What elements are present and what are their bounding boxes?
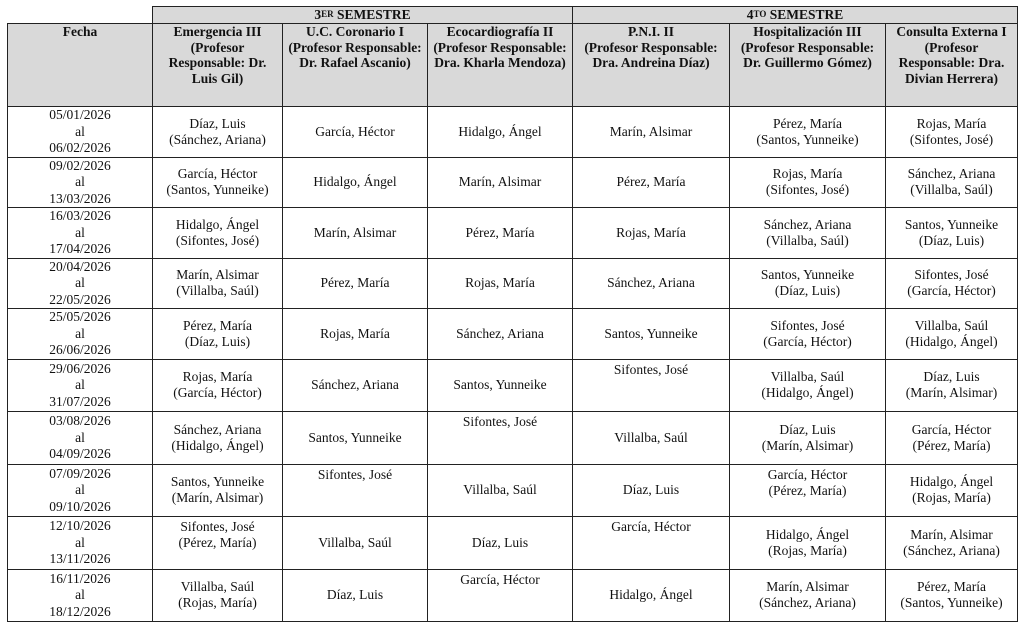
paired-student-name: (Pérez, María) — [178, 535, 257, 550]
start-date: 29/06/2026 — [49, 360, 111, 376]
end-date: 13/11/2026 — [49, 551, 111, 566]
date-range-cell — [8, 258, 153, 309]
responsible-professor: (Profesor Responsable: Dra. Andreina Díaz) — [584, 39, 718, 70]
student-name: Pérez, María — [616, 174, 686, 190]
date-range-cell — [8, 309, 153, 360]
student-name: Santos, Yunneike — [604, 325, 698, 341]
column-header-rotation — [573, 24, 730, 107]
column-header-row — [8, 24, 1018, 107]
column-title: Consulta Externa I — [896, 24, 1007, 39]
assignment-cell — [730, 359, 886, 412]
paired-student-name: (Marín, Alsimar) — [761, 437, 854, 453]
assignment-cell — [153, 208, 283, 259]
table-row — [8, 157, 1018, 208]
date-separator: al — [75, 429, 85, 445]
date-range-cell — [8, 359, 153, 412]
paired-student-name: (Rojas, María) — [768, 542, 847, 558]
rotation-schedule-table — [7, 6, 1018, 622]
student-name: Hidalgo, Ángel — [909, 474, 994, 490]
table-row — [8, 464, 1018, 517]
paired-student-name: (Santos, Yunneike) — [900, 595, 1003, 611]
table-row — [8, 208, 1018, 259]
student-name: Rojas, María — [772, 166, 843, 182]
student-name: García, Héctor — [460, 571, 540, 587]
assignment-cell — [573, 464, 730, 517]
student-name: Sifontes, José — [770, 317, 845, 333]
student-name: Rojas, María — [320, 325, 390, 341]
student-name: Villalba, Saúl — [614, 429, 688, 445]
student-name: Marín, Alsimar — [910, 526, 993, 542]
table-row — [8, 359, 1018, 412]
assignment-cell — [573, 157, 730, 208]
paired-student-name: (Sánchez, Ariana) — [903, 542, 1000, 558]
date-separator: al — [75, 482, 85, 497]
student-name: Sánchez, Ariana — [311, 377, 399, 393]
table-row — [8, 309, 1018, 360]
end-date: 06/02/2026 — [49, 140, 111, 155]
semester-header-3: 3ER SEMESTRE — [153, 7, 573, 24]
paired-student-name: (Santos, Yunneike) — [166, 182, 269, 198]
student-name: Sánchez, Ariana — [907, 166, 996, 182]
student-name: Hidalgo, Ángel — [609, 587, 693, 603]
assignment-cell — [886, 464, 1018, 517]
paired-student-name: (García, Héctor) — [907, 283, 996, 299]
student-name: Marín, Alsimar — [313, 224, 397, 240]
assignment-cell — [428, 569, 573, 622]
student-name: Díaz, Luis — [471, 534, 529, 550]
student-name: García, Héctor — [611, 519, 691, 534]
student-name: Sánchez, Ariana — [173, 421, 262, 437]
column-title: U.C. Coronario I — [305, 24, 404, 39]
assignment-cell — [886, 569, 1018, 622]
student-name: Hidalgo, Ángel — [313, 174, 397, 190]
assignment-cell — [153, 569, 283, 622]
student-name: Díaz, Luis — [326, 587, 384, 603]
paired-student-name: (Pérez, María) — [912, 437, 991, 453]
assignment-cell — [283, 412, 428, 465]
student-name: Marín, Alsimar — [766, 579, 849, 595]
assignment-cell — [886, 412, 1018, 465]
student-name: Rojas, María — [182, 369, 253, 385]
assignment-cell — [730, 517, 886, 570]
date-separator: al — [75, 224, 85, 240]
student-name: Pérez, María — [773, 115, 842, 131]
paired-student-name: (Sánchez, Ariana) — [759, 595, 856, 611]
assignment-cell — [153, 107, 283, 158]
assignment-cell — [730, 208, 886, 259]
semester-header-4: $4^{TO}$ SEMESTRE — [573, 7, 1018, 24]
paired-student-name: (Sánchez, Ariana) — [169, 131, 266, 147]
student-name: Sifontes, José — [317, 466, 393, 482]
assignment-cell — [153, 517, 283, 570]
column-header-rotation — [730, 24, 886, 107]
paired-student-name: (García, Héctor) — [173, 385, 262, 401]
assignment-cell — [730, 464, 886, 517]
assignment-cell — [730, 412, 886, 465]
start-date: 16/03/2026 — [49, 208, 111, 223]
end-date: 04/09/2026 — [49, 446, 111, 461]
paired-student-name: (Sifontes, José) — [175, 232, 260, 248]
student-name: Santos, Yunneike — [170, 474, 265, 490]
paired-student-name: (Santos, Yunneike) — [756, 131, 859, 147]
student-name: Pérez, María — [917, 579, 986, 595]
assignment-cell — [886, 107, 1018, 158]
assignment-cell — [153, 157, 283, 208]
table-row — [8, 569, 1018, 622]
paired-student-name: (Villalba, Saúl) — [766, 232, 849, 248]
paired-student-name: (Díaz, Luis) — [918, 232, 985, 248]
date-separator: al — [75, 174, 85, 189]
assignment-cell — [428, 412, 573, 465]
responsible-professor: (Profesor Responsable: Dr. Guillermo Gómez) — [740, 39, 875, 70]
paired-student-name: (Hidalgo, Ángel) — [171, 437, 264, 453]
assignment-cell — [886, 309, 1018, 360]
table-row — [8, 517, 1018, 570]
student-name: Villalba, Saúl — [914, 317, 989, 333]
student-name: Pérez, María — [320, 275, 390, 291]
assignment-cell — [428, 464, 573, 517]
assignment-cell — [428, 107, 573, 158]
column-header-fecha — [8, 24, 153, 107]
assignment-cell — [886, 258, 1018, 309]
assignment-cell — [886, 157, 1018, 208]
student-name: Rojas, María — [916, 115, 987, 131]
table-row — [8, 107, 1018, 158]
assignment-cell — [153, 412, 283, 465]
paired-student-name: (Pérez, María) — [768, 482, 847, 498]
date-separator: al — [75, 325, 85, 341]
student-name: Villalba, Saúl — [318, 534, 392, 550]
end-date: 22/05/2026 — [49, 291, 111, 307]
student-name: Hidalgo, Ángel — [458, 123, 542, 139]
start-date: 05/01/2026 — [49, 107, 111, 122]
date-separator: al — [75, 377, 85, 392]
assignment-cell — [730, 258, 886, 309]
student-name: Sifontes, José — [180, 519, 255, 534]
assignment-cell — [730, 569, 886, 622]
semester-header-row — [8, 7, 1018, 24]
responsible-professor: (Profesor Responsable: Dr. Luis Gil) — [168, 39, 267, 86]
paired-student-name: (Sifontes, José) — [765, 182, 850, 198]
empty-corner — [8, 7, 153, 24]
assignment-cell — [573, 258, 730, 309]
student-name: Díaz, Luis — [622, 482, 680, 498]
date-range-cell — [8, 464, 153, 517]
start-date: 09/02/2026 — [49, 157, 111, 173]
student-name: García, Héctor — [767, 466, 848, 482]
student-name: Rojas, María — [465, 275, 535, 291]
student-name: Hidalgo, Ángel — [175, 216, 260, 232]
student-name: Pérez, María — [183, 317, 252, 333]
paired-student-name: (Villalba, Saúl) — [176, 283, 259, 299]
column-title: Emergencia III — [173, 24, 262, 39]
assignment-cell — [886, 517, 1018, 570]
column-header-rotation — [153, 24, 283, 107]
paired-student-name: (Marín, Alsimar) — [171, 490, 264, 506]
assignment-cell — [153, 309, 283, 360]
date-range-cell — [8, 569, 153, 622]
assignment-cell — [886, 359, 1018, 412]
end-date: 18/12/2026 — [49, 603, 111, 619]
date-separator: al — [75, 275, 85, 290]
start-date: 07/09/2026 — [49, 465, 111, 481]
column-title: Ecocardiografía II — [446, 24, 554, 39]
responsible-professor: (Profesor Responsable: Dr. Rafael Ascanio) — [288, 39, 422, 70]
paired-student-name: (García, Héctor) — [763, 333, 852, 349]
student-name: Díaz, Luis — [779, 421, 836, 437]
student-name: Villalba, Saúl — [770, 369, 845, 385]
student-name: Sifontes, José — [462, 414, 538, 429]
assignment-cell — [428, 359, 573, 412]
date-range-cell — [8, 157, 153, 208]
date-separator: al — [75, 534, 85, 550]
student-name: Marín, Alsimar — [458, 174, 542, 190]
student-name: Sifontes, José — [914, 267, 989, 283]
end-date: 09/10/2026 — [49, 498, 111, 514]
assignment-cell — [886, 208, 1018, 259]
assignment-cell — [428, 309, 573, 360]
assignment-cell — [283, 309, 428, 360]
student-name: García, Héctor — [177, 166, 258, 182]
student-name: Santos, Yunneike — [904, 216, 999, 232]
student-name: Sánchez, Ariana — [607, 275, 695, 291]
date-separator: al — [75, 123, 85, 139]
paired-student-name: (Hidalgo, Ángel) — [761, 385, 854, 401]
student-name: Rojas, María — [616, 224, 686, 240]
assignment-cell — [573, 517, 730, 570]
end-date: 13/03/2026 — [49, 190, 111, 206]
assignment-cell — [283, 359, 428, 412]
end-date: 26/06/2026 — [49, 342, 111, 357]
start-date: 20/04/2026 — [49, 258, 111, 274]
responsible-professor: (Profesor Responsable: Dra. Divian Herrera) — [898, 39, 1005, 86]
paired-student-name: (Hidalgo, Ángel) — [905, 333, 998, 349]
column-title: Hospitalización III — [753, 24, 862, 39]
student-name: Pérez, María — [465, 224, 535, 240]
assignment-cell — [730, 309, 886, 360]
assignment-cell — [428, 208, 573, 259]
start-date: 25/05/2026 — [49, 309, 111, 324]
table-row — [8, 412, 1018, 465]
assignment-cell — [573, 208, 730, 259]
end-date: 17/04/2026 — [49, 241, 111, 256]
assignment-cell — [573, 309, 730, 360]
date-range-cell — [8, 208, 153, 259]
assignment-cell — [573, 107, 730, 158]
column-header-rotation — [886, 24, 1018, 107]
student-name: Santos, Yunneike — [453, 377, 547, 393]
start-date: 16/11/2026 — [49, 570, 111, 586]
assignment-cell — [283, 157, 428, 208]
assignment-cell — [283, 258, 428, 309]
date-range-cell — [8, 517, 153, 570]
column-header-rotation — [428, 24, 573, 107]
student-name: Hidalgo, Ángel — [765, 526, 850, 542]
assignment-cell — [730, 157, 886, 208]
assignment-cell — [153, 359, 283, 412]
assignment-cell — [283, 208, 428, 259]
assignment-cell — [573, 359, 730, 412]
paired-student-name: (Villalba, Saúl) — [910, 182, 993, 198]
date-range-cell — [8, 412, 153, 465]
student-name: García, Héctor — [315, 123, 395, 139]
student-name: Díaz, Luis — [923, 369, 980, 385]
assignment-cell — [283, 517, 428, 570]
assignment-cell — [428, 157, 573, 208]
student-name: Sánchez, Ariana — [456, 325, 544, 341]
student-name: Díaz, Luis — [189, 115, 246, 131]
paired-student-name: (Marín, Alsimar) — [905, 385, 998, 401]
end-date: 31/07/2026 — [49, 393, 111, 409]
date-range-cell — [8, 107, 153, 158]
table-row — [8, 258, 1018, 309]
responsible-professor: (Profesor Responsable: Dra. Kharla Mendoza) — [433, 39, 567, 70]
student-name: Villalba, Saúl — [463, 482, 537, 498]
student-name: Santos, Yunneike — [760, 267, 855, 283]
assignment-cell — [730, 107, 886, 158]
paired-student-name: (Rojas, María) — [912, 490, 991, 506]
student-name: Santos, Yunneike — [308, 429, 402, 445]
assignment-cell — [283, 569, 428, 622]
student-name: García, Héctor — [911, 421, 992, 437]
assignment-cell — [283, 464, 428, 517]
assignment-cell — [153, 464, 283, 517]
assignment-cell — [283, 107, 428, 158]
paired-student-name: (Rojas, María) — [178, 595, 257, 611]
assignment-cell — [573, 569, 730, 622]
date-separator: al — [75, 587, 85, 602]
column-title: P.N.I. II — [627, 24, 675, 39]
start-date: 12/10/2026 — [49, 518, 111, 533]
column-header-rotation — [283, 24, 428, 107]
assignment-cell — [573, 412, 730, 465]
student-name: Sánchez, Ariana — [763, 216, 852, 232]
column-title: Fecha — [62, 24, 98, 39]
assignment-cell — [153, 258, 283, 309]
start-date: 03/08/2026 — [49, 413, 111, 428]
paired-student-name: (Sifontes, José) — [909, 131, 994, 147]
student-name: Sifontes, José — [613, 361, 689, 377]
paired-student-name: (Díaz, Luis) — [774, 283, 841, 299]
paired-student-name: (Díaz, Luis) — [184, 333, 251, 349]
student-name: Villalba, Saúl — [180, 579, 255, 595]
student-name: Marín, Alsimar — [609, 123, 693, 139]
student-name: Marín, Alsimar — [176, 267, 259, 283]
assignment-cell — [428, 517, 573, 570]
assignment-cell — [428, 258, 573, 309]
